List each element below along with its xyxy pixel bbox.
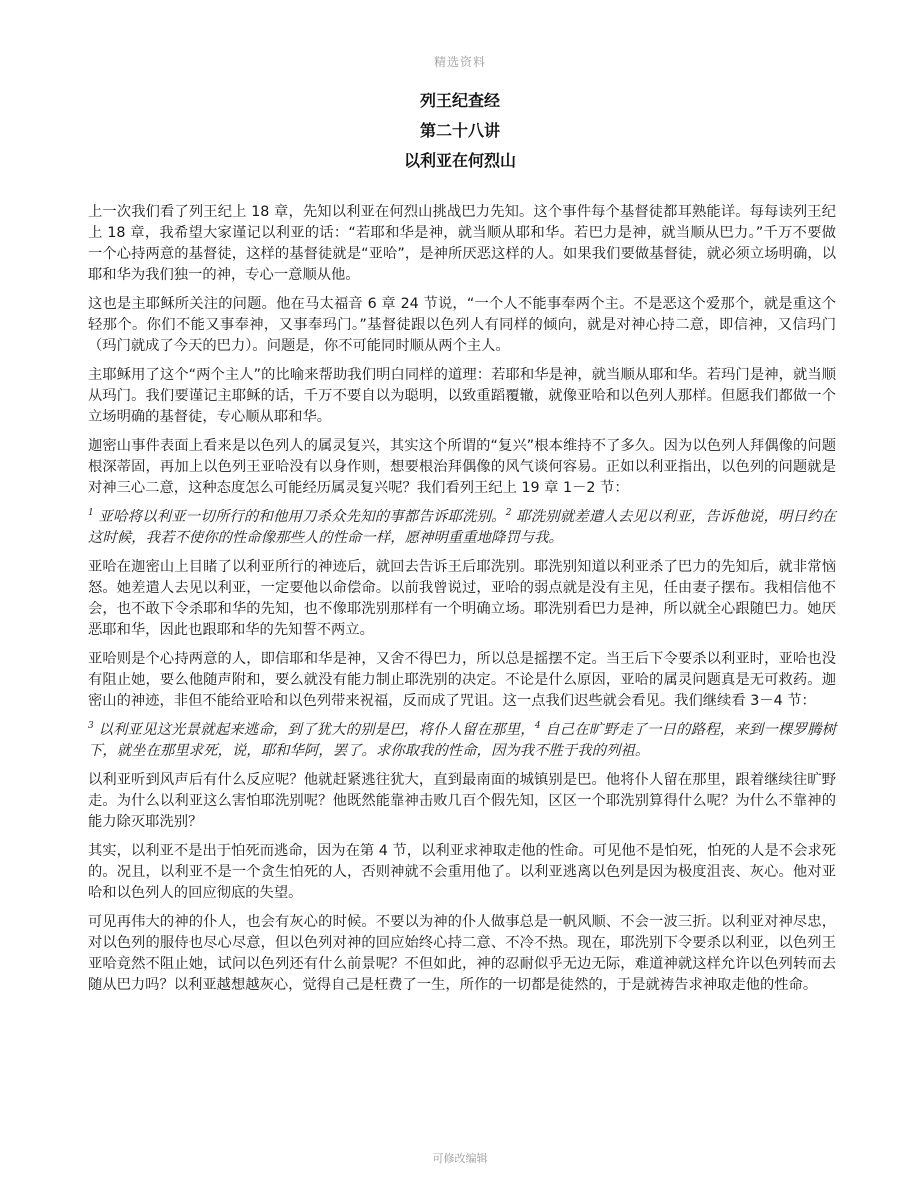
paragraph-8: 其实，以利亚不是出于怕死而逃命，因为在第 4 节，以利亚求神取走他的性命。可见他不是怕死，怕死的人是不会求死的。况且，以利亚不是一个贪生怕死的人，否则神就不会重用他了。以利亚逃离以色列是因为极度沮丧、灰心。他对亚哈和以色列人的回应彻底的失望。	[88, 843, 836, 901]
verse-text: 亚哈将以利亚一切所行的和他用刀杀众先知的事都告诉耶洗别。	[93, 509, 506, 525]
verse-text: 耶洗别就差遣人去见以利亚，告诉他说，明日约在这时候，我若不使你的性命像那些人的性命一样，愿神明重重地降罚与我。	[88, 509, 837, 546]
verse-number: 3	[88, 721, 94, 732]
verse-number: 4	[534, 721, 541, 732]
paragraph-4: 迦密山事件表面上看来是以色列人的属灵复兴，其实这个所谓的“复兴”根本维持不了多久。因为以色列人拜偶像的问题根深蒂固，再加上以色列王亚哈没有以身作则，想要根治拜偶像的风气谈何容易。正如以利亚指出，以色列的问题就是对神三心二意，这种态度怎么可能经历属灵复兴呢？我们看列王纪上 19 章 1－2 节：	[88, 438, 836, 496]
scripture-quote-1	[88, 507, 836, 549]
page-footer-watermark: 可修改编辑	[432, 1152, 488, 1165]
verse-text: 以利亚见这光景就起来逃命，到了犹大的别是巴，将仆人留在那里，	[93, 722, 535, 738]
paragraph-3: 主耶稣用了这个“两个主人”的比喻来帮助我们明白同样的道理：若耶和华是神，就当顺从耶和华。若玛门是神，就当顺从玛门。我们要谨记主耶稣的话，千万不要自以为聪明，以致重蹈覆辙，就像亚哈和以色列人那样。但愿我们都做一个立场明确的基督徒，专心顺从耶和华。	[88, 367, 836, 425]
title-block	[0, 86, 920, 176]
paragraph-9: 可见再伟大的神的仆人，也会有灰心的时候。不要以为神的仆人做事总是一帆风顺、不会一波三折。以利亚对神尽忠，对以色列的服侍也尽心尽意，但以色列对神的回应始终心持二意、不冷不热。现在，耶洗别下令要杀以利亚，以色列王亚哈竟然不阻止她，试问以色列还有什么前景呢？不但如此，神的忍耐似乎无边无际，难道神就这样允许以色列转而去随从巴力吗？以利亚越想越灰心，觉得自己是枉费了一生，所作的一切都是徒然的，于是就祷告求神取走他的性命。	[88, 914, 836, 993]
paragraph-7: 以利亚听到风声后有什么反应呢？他就赶紧逃往犹大，直到最南面的城镇别是巴。他将仆人留在那里，跟着继续往旷野走。为什么以利亚这么害怕耶洗别呢？他既然能靠神击败几百个假先知，区区一个耶洗别算得什么呢？为什么不靠神的能力除灭耶洗别？	[88, 772, 836, 830]
lecture-title: 以利亚在何烈山	[403, 151, 516, 170]
verse-number: 2	[505, 508, 512, 519]
paragraph-2: 这也是主耶稣所关注的问题。他在马太福音 6 章 24 节说，“一个人不能事奉两个主。不是恶这个爱那个，就是重这个轻那个。你们不能又事奉神，又事奉玛门。”基督徒跟以色列人有同样的倾向，就是对神心持二意，即信神，又信玛门（玛门就成了今天的巴力）。问题是，你不可能同时顺从两个主人。	[88, 296, 836, 354]
lecture-number: 第二十八讲	[419, 121, 500, 140]
paragraph-6: 亚哈则是个心持两意的人，即信耶和华是神，又舍不得巴力，所以总是摇摆不定。当王后下令要杀以利亚时，亚哈也没有阻止她，要么他随声附和，要么就没有能力制止耶洗别的决定。不论是什么原因，亚哈的属灵问题真是无可救药。迦密山的神迹，非但不能给亚哈和以色列带来祝福，反而成了咒诅。这一点我们迟些就会看见。我们继续看 3－4 节：	[88, 651, 836, 709]
scripture-quote-2	[88, 720, 836, 762]
verse-text: 自己在旷野走了一日的路程，来到一棵罗腾树下，就坐在那里求死，说，耶和华阿，罢了。求你取我的性命，因为我不胜于我的列祖。	[88, 722, 837, 759]
series-title: 列王纪查经	[419, 91, 500, 110]
paragraph-5: 亚哈在迦密山上目睹了以利亚所行的神迹后，就回去告诉王后耶洗别。耶洗别知道以利亚杀了巴力的先知后，就非常恼怒。她差遣人去见以利亚，一定要他以命偿命。以前我曾说过，亚哈的弱点就是没有主见，任由妻子摆布。我相信他不会，也不敢下令杀耶和华的先知，也不像耶洗别那样有一个明确立场。耶洗别看巴力是神，所以就全心跟随巴力。她厌恶耶和华，因此也跟耶和华的先知誓不两立。	[88, 559, 836, 638]
article-body	[88, 202, 836, 1004]
paragraph-1: 上一次我们看了列王纪上 18 章，先知以利亚在何烈山挑战巴力先知。这个事件每个基督徒都耳熟能详。每每读列王纪上 18 章，我希望大家谨记以利亚的话：“若耶和华是神，就当顺从耶和华。若巴力是神，就当顺从巴力。”千万不要做一个心持两意的基督徒，这样的基督徒就是“亚哈”，是神所厌恶这样的人。如果我们要做基督徒，就必须立场明确，以耶和华为我们独一的神，专心一意顺从他。	[88, 204, 836, 283]
page-header-watermark: 精选资料	[433, 55, 486, 69]
verse-number: 1	[88, 508, 94, 519]
